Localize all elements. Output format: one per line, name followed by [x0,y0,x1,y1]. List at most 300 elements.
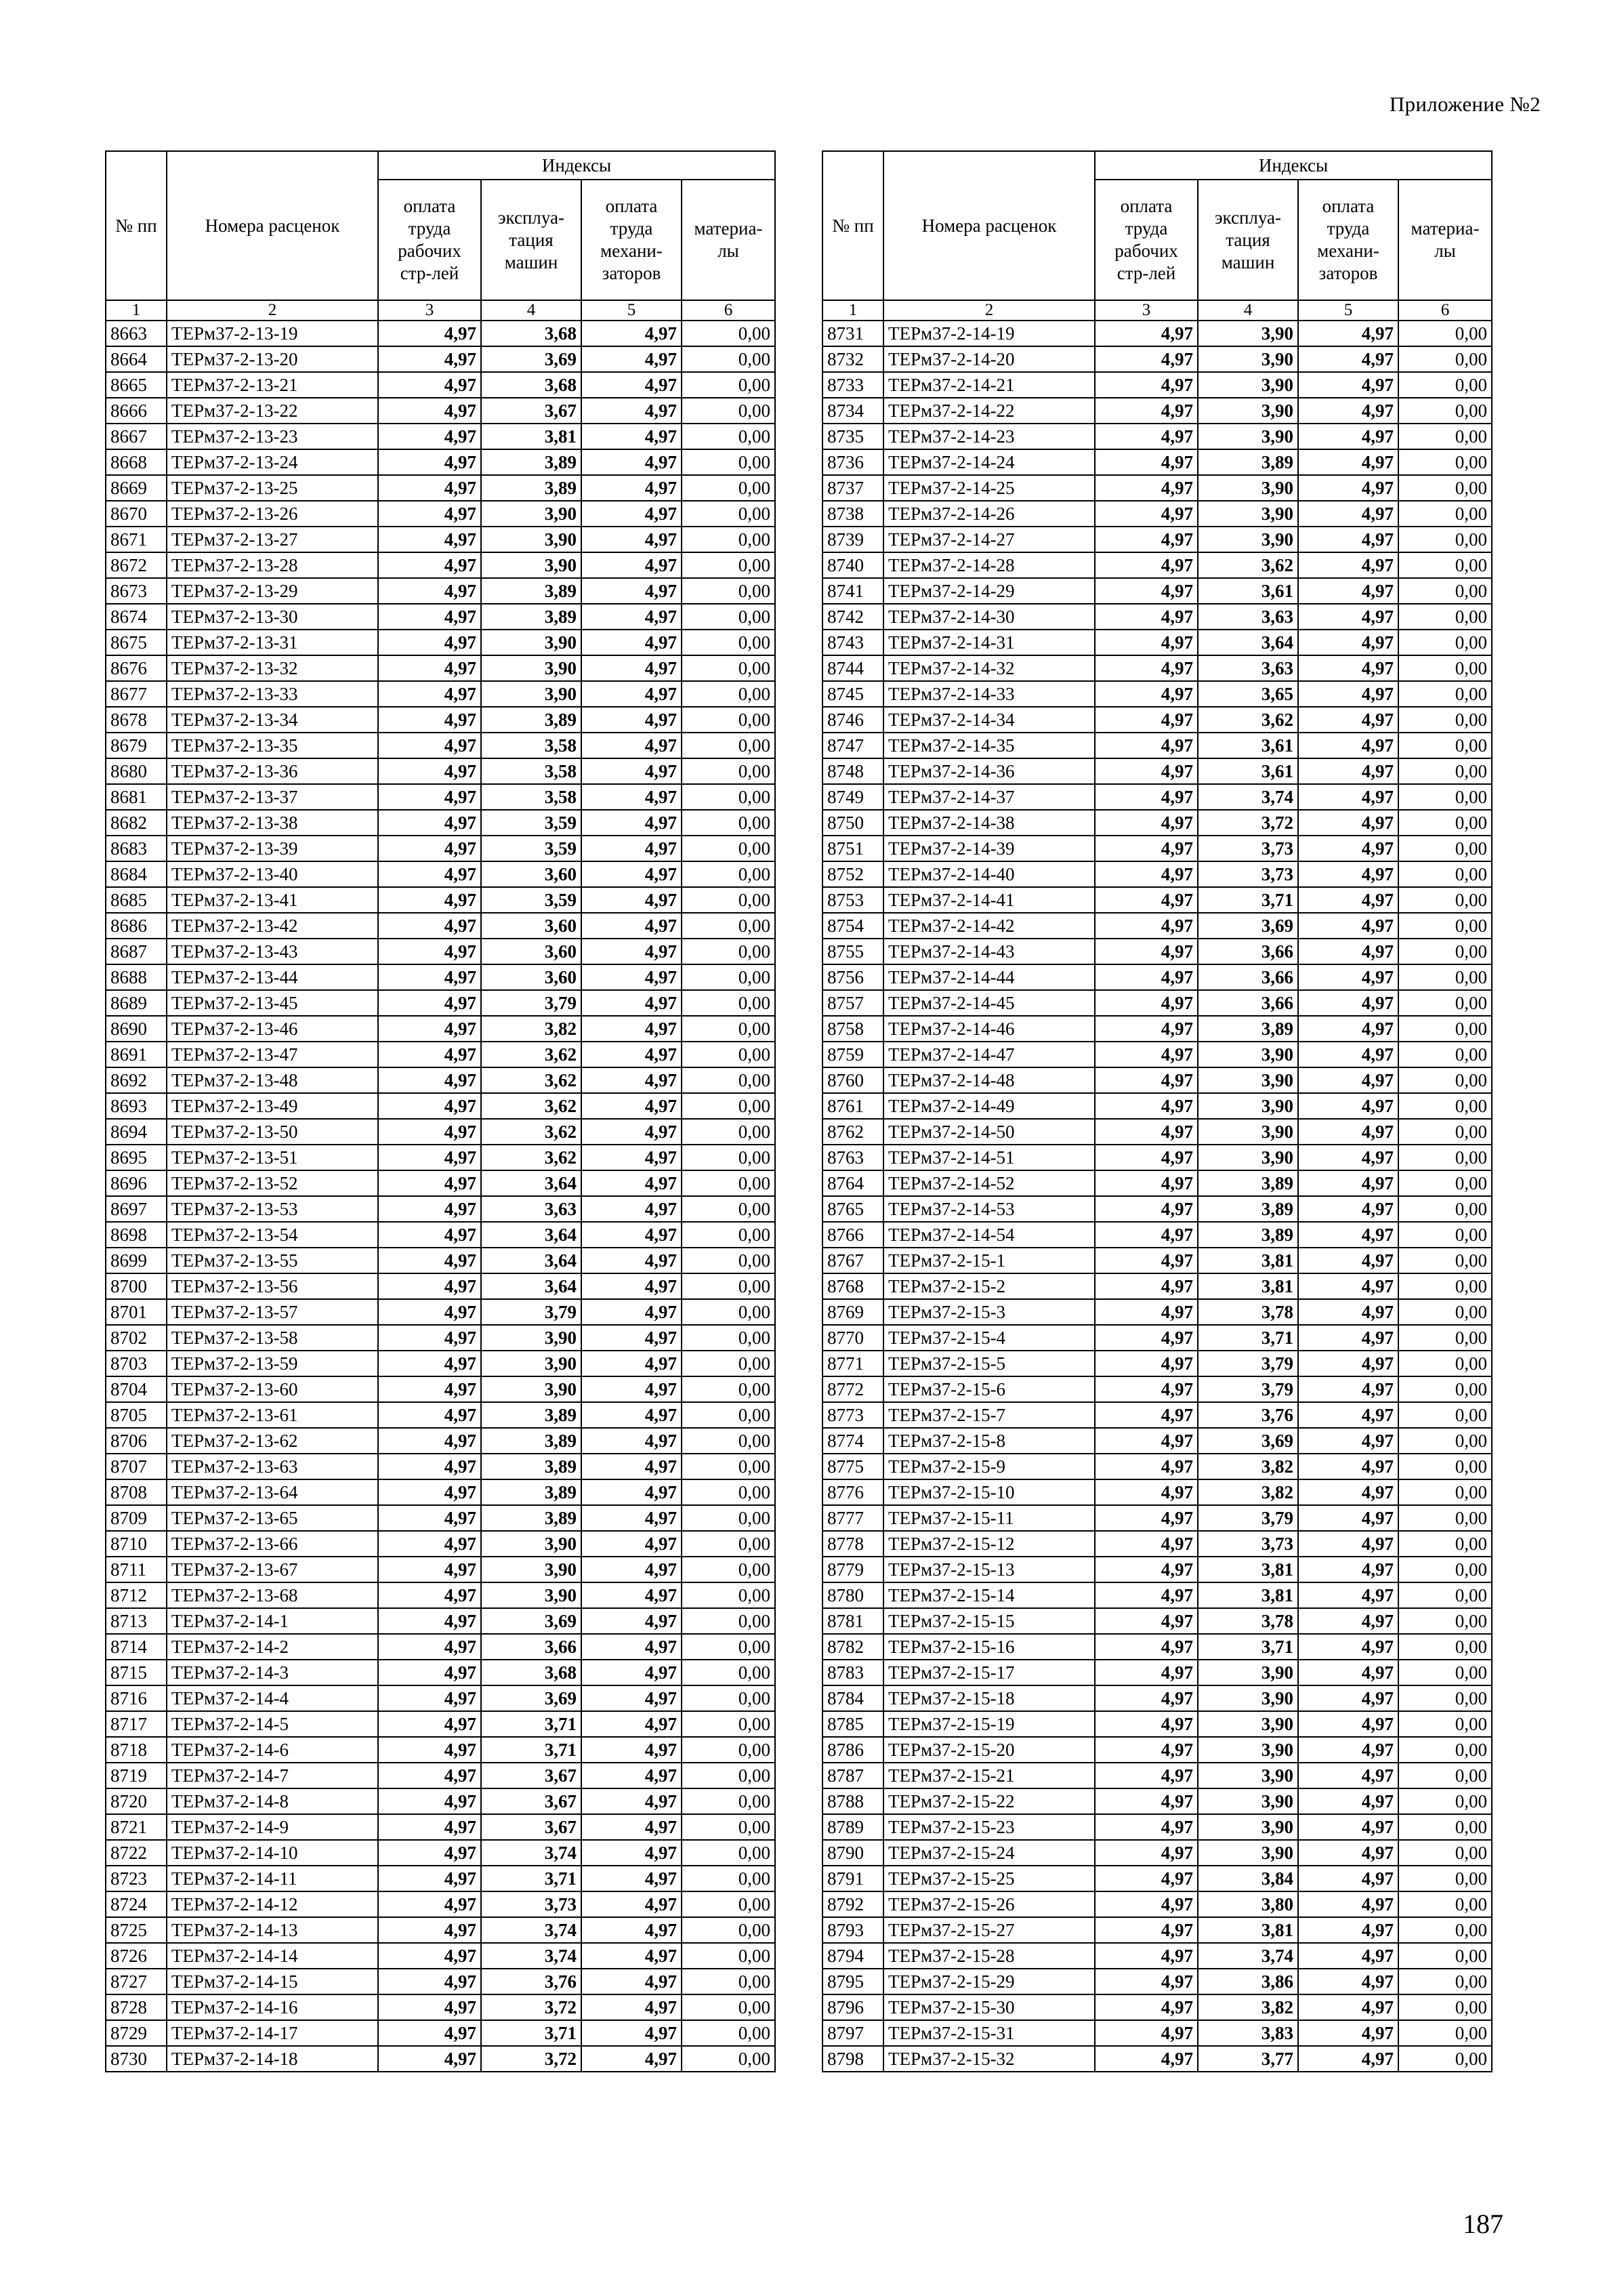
machine-operation-cell: 3,72 [481,1994,581,2020]
worker-pay-cell: 4,97 [1095,1711,1198,1737]
row-number-cell: 8673 [106,578,167,604]
materials-cell: 0,00 [682,604,775,630]
machine-operation-cell: 3,62 [481,1042,581,1067]
rate-code-cell: ТЕРм37-2-13-54 [167,1222,378,1248]
worker-pay-cell: 4,97 [378,913,481,939]
mechanic-pay-cell: 4,97 [1298,810,1398,836]
rate-code-cell: ТЕРм37-2-14-28 [883,552,1095,578]
worker-pay-cell: 4,97 [378,630,481,655]
table-row [822,1042,1492,1067]
table-row [822,424,1492,449]
machine-operation-cell: 3,90 [481,552,581,578]
materials-cell: 0,00 [1398,1660,1492,1685]
worker-pay-cell: 4,97 [1095,1994,1198,2020]
row-number-cell: 8737 [822,475,883,501]
mechanic-pay-cell: 4,97 [1298,758,1398,784]
row-number-cell: 8772 [822,1376,883,1402]
rate-code-cell: ТЕРм37-2-14-54 [883,1222,1095,1248]
machine-operation-cell: 3,90 [481,630,581,655]
row-number-cell: 8735 [822,424,883,449]
machine-operation-cell: 3,69 [1198,913,1298,939]
materials-cell: 0,00 [1398,758,1492,784]
mechanic-pay-cell: 4,97 [581,1737,682,1763]
materials-cell: 0,00 [682,346,775,372]
materials-cell: 0,00 [1398,1376,1492,1402]
worker-pay-cell: 4,97 [378,1608,481,1634]
table-row [106,810,775,836]
mechanic-pay-cell: 4,97 [1298,861,1398,887]
mechanic-pay-cell: 4,97 [581,1145,682,1170]
mechanic-pay-cell: 4,97 [581,1402,682,1428]
mechanic-pay-cell: 4,97 [581,964,682,990]
rate-code-cell: ТЕРм37-2-15-29 [883,1969,1095,1994]
worker-pay-cell: 4,97 [1095,321,1198,346]
machine-operation-cell: 3,60 [481,939,581,964]
mechanic-pay-cell: 4,97 [581,372,682,398]
row-number-cell: 8736 [822,449,883,475]
mechanic-pay-cell: 4,97 [581,758,682,784]
machine-operation-cell: 3,71 [481,2020,581,2046]
worker-pay-cell: 4,97 [378,1711,481,1737]
row-number-cell: 8677 [106,681,167,707]
materials-cell: 0,00 [1398,1042,1492,1067]
table-row [106,1505,775,1531]
worker-pay-cell: 4,97 [1095,1788,1198,1814]
machine-operation-cell: 3,74 [481,1943,581,1969]
header-machine-operation: эксплуа-тация машин [1198,180,1298,300]
row-number-cell: 8792 [822,1891,883,1917]
machine-operation-cell: 3,90 [481,527,581,552]
worker-pay-cell: 4,97 [1095,1042,1198,1067]
materials-cell: 0,00 [1398,887,1492,913]
table-row [106,346,775,372]
table-row [822,1170,1492,1196]
machine-operation-cell: 3,74 [1198,1943,1298,1969]
row-number-cell: 8749 [822,784,883,810]
machine-operation-cell: 3,90 [1198,1711,1298,1737]
table-row [106,990,775,1016]
mechanic-pay-cell: 4,97 [1298,1763,1398,1788]
table-row [822,1840,1492,1866]
rate-code-cell: ТЕРм37-2-14-2 [167,1634,378,1660]
mechanic-pay-cell: 4,97 [581,1660,682,1685]
worker-pay-cell: 4,97 [1095,1660,1198,1685]
row-number-cell: 8692 [106,1067,167,1093]
table-row [106,1402,775,1428]
worker-pay-cell: 4,97 [378,784,481,810]
row-number-cell: 8664 [106,346,167,372]
header-indices: Индексы [1095,151,1492,180]
row-number-cell: 8680 [106,758,167,784]
machine-operation-cell: 3,90 [1198,398,1298,424]
rate-code-cell: ТЕРм37-2-13-58 [167,1325,378,1351]
rate-code-cell: ТЕРм37-2-13-35 [167,733,378,758]
mechanic-pay-cell: 4,97 [581,1479,682,1505]
rate-code-cell: ТЕРм37-2-14-47 [883,1042,1095,1067]
table-row [106,1557,775,1582]
machine-operation-cell: 3,90 [1198,346,1298,372]
machine-operation-cell: 3,65 [1198,681,1298,707]
machine-operation-cell: 3,79 [1198,1351,1298,1376]
machine-operation-cell: 3,61 [1198,578,1298,604]
machine-operation-cell: 3,68 [481,321,581,346]
rate-code-cell: ТЕРм37-2-14-34 [883,707,1095,733]
row-number-cell: 8724 [106,1891,167,1917]
mechanic-pay-cell: 4,97 [1298,990,1398,1016]
mechanic-pay-cell: 4,97 [1298,1634,1398,1660]
materials-cell: 0,00 [1398,604,1492,630]
row-number-cell: 8716 [106,1685,167,1711]
header-no: № пп [822,151,883,300]
mechanic-pay-cell: 4,97 [1298,346,1398,372]
rate-code-cell: ТЕРм37-2-14-45 [883,990,1095,1016]
table-row [822,990,1492,1016]
row-number-cell: 8754 [822,913,883,939]
materials-cell: 0,00 [1398,1428,1492,1454]
mechanic-pay-cell: 4,97 [1298,2020,1398,2046]
worker-pay-cell: 4,97 [1095,1943,1198,1969]
materials-cell: 0,00 [1398,733,1492,758]
mechanic-pay-cell: 4,97 [581,475,682,501]
table-row [822,707,1492,733]
mechanic-pay-cell: 4,97 [1298,1454,1398,1479]
rate-code-cell: ТЕРм37-2-14-23 [883,424,1095,449]
rate-code-cell: ТЕРм37-2-14-30 [883,604,1095,630]
table-row [822,475,1492,501]
machine-operation-cell: 3,71 [1198,1634,1298,1660]
materials-cell: 0,00 [1398,1093,1492,1119]
worker-pay-cell: 4,97 [1095,1505,1198,1531]
materials-cell: 0,00 [682,1222,775,1248]
rate-code-cell: ТЕРм37-2-13-53 [167,1196,378,1222]
table-row [106,1479,775,1505]
header-codes: Номера расценок [883,151,1095,300]
worker-pay-cell: 4,97 [1095,527,1198,552]
table-row [106,630,775,655]
header-codes: Номера расценок [167,151,378,300]
worker-pay-cell: 4,97 [378,2046,481,2072]
machine-operation-cell: 3,90 [481,1376,581,1402]
rate-code-cell: ТЕРм37-2-14-38 [883,810,1095,836]
mechanic-pay-cell: 4,97 [581,1531,682,1557]
mechanic-pay-cell: 4,97 [1298,1685,1398,1711]
materials-cell: 0,00 [682,1170,775,1196]
rate-code-cell: ТЕРм37-2-14-48 [883,1067,1095,1093]
mechanic-pay-cell: 4,97 [581,861,682,887]
machine-operation-cell: 3,90 [1198,1067,1298,1093]
rate-code-cell: ТЕРм37-2-13-30 [167,604,378,630]
mechanic-pay-cell: 4,97 [581,1222,682,1248]
materials-cell: 0,00 [1398,1119,1492,1145]
row-number-cell: 8671 [106,527,167,552]
rate-code-cell: ТЕРм37-2-13-60 [167,1376,378,1402]
mechanic-pay-cell: 4,97 [1298,1917,1398,1943]
machine-operation-cell: 3,72 [1198,810,1298,836]
materials-cell: 0,00 [682,578,775,604]
row-number-cell: 8740 [822,552,883,578]
row-number-cell: 8775 [822,1454,883,1479]
materials-cell: 0,00 [1398,2046,1492,2072]
mechanic-pay-cell: 4,97 [1298,1428,1398,1454]
worker-pay-cell: 4,97 [378,1917,481,1943]
row-number-cell: 8690 [106,1016,167,1042]
rate-code-cell: ТЕРм37-2-13-34 [167,707,378,733]
worker-pay-cell: 4,97 [1095,1891,1198,1917]
mechanic-pay-cell: 4,97 [1298,604,1398,630]
mechanic-pay-cell: 4,97 [1298,1505,1398,1531]
worker-pay-cell: 4,97 [1095,1196,1198,1222]
table-row [822,1582,1492,1608]
table-row [106,887,775,913]
worker-pay-cell: 4,97 [378,1737,481,1763]
materials-cell: 0,00 [682,1582,775,1608]
machine-operation-cell: 3,81 [1198,1582,1298,1608]
row-number-cell: 8796 [822,1994,883,2020]
worker-pay-cell: 4,97 [378,398,481,424]
rate-code-cell: ТЕРм37-2-13-42 [167,913,378,939]
row-number-cell: 8768 [822,1273,883,1299]
table-row [822,1145,1492,1170]
machine-operation-cell: 3,73 [1198,1531,1298,1557]
mechanic-pay-cell: 4,97 [581,449,682,475]
row-number-cell: 8761 [822,1093,883,1119]
row-number-cell: 8794 [822,1943,883,1969]
mechanic-pay-cell: 4,97 [581,707,682,733]
row-number-cell: 8787 [822,1763,883,1788]
worker-pay-cell: 4,97 [378,1788,481,1814]
mechanic-pay-cell: 4,97 [1298,1840,1398,1866]
worker-pay-cell: 4,97 [1095,913,1198,939]
rate-code-cell: ТЕРм37-2-14-21 [883,372,1095,398]
table-row [106,449,775,475]
mechanic-pay-cell: 4,97 [1298,1402,1398,1428]
worker-pay-cell: 4,97 [1095,578,1198,604]
mechanic-pay-cell: 4,97 [1298,681,1398,707]
materials-cell: 0,00 [682,475,775,501]
worker-pay-cell: 4,97 [1095,1454,1198,1479]
row-number-cell: 8698 [106,1222,167,1248]
machine-operation-cell: 3,68 [481,372,581,398]
machine-operation-cell: 3,77 [1198,2046,1298,2072]
row-number-cell: 8721 [106,1814,167,1840]
worker-pay-cell: 4,97 [378,1454,481,1479]
worker-pay-cell: 4,97 [1095,630,1198,655]
row-number-cell: 8705 [106,1402,167,1428]
row-number-cell: 8727 [106,1969,167,1994]
column-number: 4 [481,300,581,321]
rate-code-cell: ТЕРм37-2-13-65 [167,1505,378,1531]
mechanic-pay-cell: 4,97 [581,578,682,604]
worker-pay-cell: 4,97 [1095,1840,1198,1866]
machine-operation-cell: 3,90 [1198,1737,1298,1763]
machine-operation-cell: 3,89 [481,1479,581,1505]
mechanic-pay-cell: 4,97 [581,1351,682,1376]
materials-cell: 0,00 [1398,1917,1492,1943]
rate-code-cell: ТЕРм37-2-13-21 [167,372,378,398]
worker-pay-cell: 4,97 [1095,1582,1198,1608]
table-row [822,1402,1492,1428]
worker-pay-cell: 4,97 [378,707,481,733]
materials-cell: 0,00 [682,1711,775,1737]
rate-code-cell: ТЕРм37-2-13-52 [167,1170,378,1196]
machine-operation-cell: 3,62 [1198,707,1298,733]
machine-operation-cell: 3,74 [1198,784,1298,810]
rate-code-cell: ТЕРм37-2-15-4 [883,1325,1095,1351]
worker-pay-cell: 4,97 [378,1531,481,1557]
table-row [822,1376,1492,1402]
table-row [822,1557,1492,1582]
table-row [106,1351,775,1376]
header-materials: материа-лы [682,180,775,300]
table-row [822,887,1492,913]
rate-code-cell: ТЕРм37-2-13-32 [167,655,378,681]
table-row [822,1711,1492,1737]
materials-cell: 0,00 [682,1093,775,1119]
worker-pay-cell: 4,97 [1095,372,1198,398]
mechanic-pay-cell: 4,97 [581,1454,682,1479]
mechanic-pay-cell: 4,97 [1298,784,1398,810]
worker-pay-cell: 4,97 [378,939,481,964]
row-number-cell: 8776 [822,1479,883,1505]
mechanic-pay-cell: 4,97 [581,501,682,527]
mechanic-pay-cell: 4,97 [581,887,682,913]
worker-pay-cell: 4,97 [378,655,481,681]
table-row [822,372,1492,398]
row-number-cell: 8704 [106,1376,167,1402]
worker-pay-cell: 4,97 [1095,1479,1198,1505]
worker-pay-cell: 4,97 [1095,2020,1198,2046]
worker-pay-cell: 4,97 [378,1994,481,2020]
header-worker-pay: оплата труда рабочих стр-лей [1095,180,1198,300]
machine-operation-cell: 3,64 [481,1273,581,1299]
row-number-cell: 8789 [822,1814,883,1840]
appendix-label: Приложение №2 [1389,92,1541,116]
rate-code-cell: ТЕРм37-2-13-56 [167,1273,378,1299]
materials-cell: 0,00 [682,784,775,810]
machine-operation-cell: 3,89 [481,1454,581,1479]
machine-operation-cell: 3,89 [481,604,581,630]
materials-cell: 0,00 [1398,1840,1492,1866]
rate-code-cell: ТЕРм37-2-14-16 [167,1994,378,2020]
rate-code-cell: ТЕРм37-2-13-29 [167,578,378,604]
row-number-cell: 8703 [106,1351,167,1376]
machine-operation-cell: 3,74 [481,1917,581,1943]
rate-code-cell: ТЕРм37-2-14-5 [167,1711,378,1737]
machine-operation-cell: 3,62 [481,1067,581,1093]
row-number-cell: 8760 [822,1067,883,1093]
rate-code-cell: ТЕРм37-2-13-36 [167,758,378,784]
table-row [822,1067,1492,1093]
row-number-cell: 8689 [106,990,167,1016]
materials-cell: 0,00 [682,1351,775,1376]
mechanic-pay-cell: 4,97 [581,990,682,1016]
machine-operation-cell: 3,90 [1198,475,1298,501]
row-number-cell: 8696 [106,1170,167,1196]
materials-cell: 0,00 [1398,1479,1492,1505]
materials-cell: 0,00 [1398,1788,1492,1814]
machine-operation-cell: 3,89 [481,578,581,604]
mechanic-pay-cell: 4,97 [581,1016,682,1042]
row-number-cell: 8750 [822,810,883,836]
table-row [106,733,775,758]
machine-operation-cell: 3,90 [1198,1042,1298,1067]
materials-cell: 0,00 [682,1016,775,1042]
worker-pay-cell: 4,97 [1095,939,1198,964]
table-row [106,1273,775,1299]
row-number-cell: 8753 [822,887,883,913]
row-number-cell: 8726 [106,1943,167,1969]
table-row [106,1943,775,1969]
row-number-cell: 8741 [822,578,883,604]
mechanic-pay-cell: 4,97 [1298,913,1398,939]
row-number-cell: 8714 [106,1634,167,1660]
materials-cell: 0,00 [1398,1814,1492,1840]
rate-code-cell: ТЕРм37-2-14-52 [883,1170,1095,1196]
row-number-cell: 8756 [822,964,883,990]
materials-cell: 0,00 [682,501,775,527]
row-number-cell: 8695 [106,1145,167,1170]
worker-pay-cell: 4,97 [378,346,481,372]
rate-code-cell: ТЕРм37-2-15-23 [883,1814,1095,1840]
machine-operation-cell: 3,67 [481,398,581,424]
machine-operation-cell: 3,86 [1198,1969,1298,1994]
machine-operation-cell: 3,89 [481,1402,581,1428]
mechanic-pay-cell: 4,97 [581,1119,682,1145]
materials-cell: 0,00 [682,1557,775,1582]
worker-pay-cell: 4,97 [378,1067,481,1093]
worker-pay-cell: 4,97 [378,501,481,527]
row-number-cell: 8784 [822,1685,883,1711]
worker-pay-cell: 4,97 [1095,1093,1198,1119]
materials-cell: 0,00 [682,1531,775,1557]
rate-code-cell: ТЕРм37-2-14-8 [167,1788,378,1814]
worker-pay-cell: 4,97 [378,1634,481,1660]
materials-cell: 0,00 [682,1788,775,1814]
materials-cell: 0,00 [682,1969,775,1994]
row-number-cell: 8679 [106,733,167,758]
mechanic-pay-cell: 4,97 [581,1582,682,1608]
materials-cell: 0,00 [682,1943,775,1969]
mechanic-pay-cell: 4,97 [581,1248,682,1273]
worker-pay-cell: 4,97 [378,1222,481,1248]
worker-pay-cell: 4,97 [378,1840,481,1866]
table-row [106,527,775,552]
machine-operation-cell: 3,58 [481,733,581,758]
mechanic-pay-cell: 4,97 [1298,1943,1398,1969]
rate-code-cell: ТЕРм37-2-15-13 [883,1557,1095,1582]
table-row [822,1479,1492,1505]
table-row [106,1711,775,1737]
materials-cell: 0,00 [1398,1891,1492,1917]
rate-code-cell: ТЕРм37-2-14-40 [883,861,1095,887]
row-number-cell: 8783 [822,1660,883,1685]
table-row [822,449,1492,475]
machine-operation-cell: 3,67 [481,1788,581,1814]
worker-pay-cell: 4,97 [1095,449,1198,475]
worker-pay-cell: 4,97 [1095,681,1198,707]
table-row [106,1660,775,1685]
mechanic-pay-cell: 4,97 [1298,1711,1398,1737]
machine-operation-cell: 3,81 [1198,1248,1298,1273]
machine-operation-cell: 3,71 [1198,1325,1298,1351]
table-row [822,1196,1492,1222]
mechanic-pay-cell: 4,97 [1298,733,1398,758]
row-number-cell: 8738 [822,501,883,527]
table-row [106,1325,775,1351]
table-row [106,2020,775,2046]
row-number-cell: 8774 [822,1428,883,1454]
materials-cell: 0,00 [1398,398,1492,424]
